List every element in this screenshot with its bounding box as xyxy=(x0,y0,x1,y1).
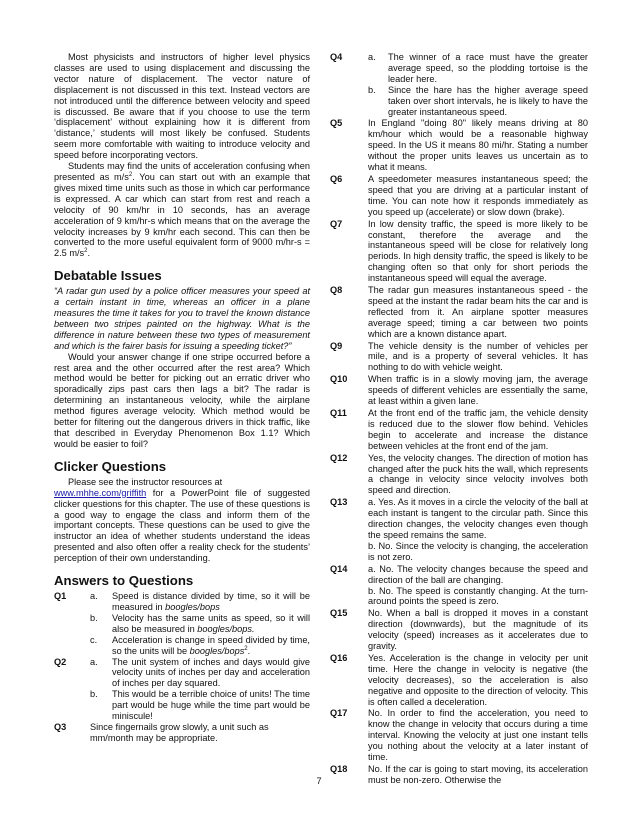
question-label: Q3 xyxy=(54,721,67,732)
answer-body xyxy=(368,497,588,562)
question-label: Q10 xyxy=(330,374,348,385)
sub-letter: a. xyxy=(368,52,376,62)
italic-unit: boogles/bops xyxy=(165,601,220,612)
right-column xyxy=(330,52,588,787)
answer-body xyxy=(368,52,588,117)
sub-answer xyxy=(368,52,588,85)
griffith-link[interactable]: www.mhhe.com/griffith xyxy=(54,487,147,498)
clicker-paragraph xyxy=(54,477,310,564)
sub-letter: b. xyxy=(90,612,98,623)
left-column xyxy=(54,52,310,744)
sub-answer xyxy=(84,657,310,690)
question-label: Q9 xyxy=(330,340,343,351)
text-span: Velocity has the same units as speed, so it will also be measured in xyxy=(112,612,310,634)
answer-q12 xyxy=(330,453,588,497)
question-label: Q13 xyxy=(330,497,348,508)
sub-text: b. No. Since the velocity is changing, the acceleration is not zero. xyxy=(368,540,588,562)
answer-q14 xyxy=(330,564,588,608)
sub-text: b. No. The speed is constantly changing. At the turn-around points the speed is zero. xyxy=(368,585,588,607)
paragraph-displacement: Most physicists and instructors of higher level physics classes are used to using displacement and discussing the vector nature of displacement. The vector nature of displacement is not discussed in this text. Instead vectors are not introduced until the difference between velocity and speed is discussed. Be aware that if you choose to use the term ‘displacement’ without explaining how it is different from ‘distance,’ students will most likely be confused. Students seem more comfortable with waiting to introduce velocity and speed before incorporating vectors. xyxy=(54,52,310,161)
question-label: Q2 xyxy=(54,656,67,667)
heading-answers-to-questions: Answers to Questions xyxy=(54,573,194,589)
answer-q7 xyxy=(330,219,588,284)
sub-answer xyxy=(368,85,588,118)
answer-body xyxy=(368,564,588,608)
answer-body: The radar gun measures instantaneous speed - the speed at the instant the radar beam hits the car and is reflected from it. An airplane spotter measures average speed; timing a car between two points which are a known distance apart. xyxy=(368,285,588,339)
answer-q2 xyxy=(54,657,310,722)
text-span: Speed is distance divided by time, so it will be measured in xyxy=(112,591,310,612)
answer-q10 xyxy=(330,374,588,407)
answer-q3 xyxy=(54,722,310,744)
sub-letter: b. xyxy=(368,84,376,95)
question-label: Q8 xyxy=(330,285,343,296)
sub-letter: a. xyxy=(90,656,98,667)
question-label: Q14 xyxy=(330,563,348,574)
question-label: Q6 xyxy=(330,173,343,184)
answer-q16 xyxy=(330,653,588,708)
text-span: . xyxy=(87,248,91,259)
answer-body: No. If the car is going to start moving, its acceleration must be non-zero. Otherwise the xyxy=(368,764,588,785)
question-label: Q12 xyxy=(330,452,348,463)
debatable-question: “A radar gun used by a police officer measures your speed at a certain instant in time, whereas an officer in a plane measures the time it takes for you to travel the known distance between two stripes painted on the highway. What is the difference in nature between these two types of measurement and which is the fairer basis for issuing a speeding ticket?” xyxy=(54,286,310,351)
question-label: Q15 xyxy=(330,608,348,619)
question-label: Q1 xyxy=(54,591,67,602)
sub-text xyxy=(112,635,310,657)
question-label: Q18 xyxy=(330,764,348,774)
paragraph-acceleration-units xyxy=(54,161,310,259)
question-label: Q11 xyxy=(330,408,347,418)
text-span: Acceleration is change in speed divided by time, so the units will be xyxy=(112,634,310,656)
answer-q5 xyxy=(330,118,588,173)
superscript: 2 xyxy=(128,171,133,178)
question-label: Q7 xyxy=(330,218,343,229)
question-label: Q4 xyxy=(330,52,343,62)
answer-body: In low density traffic, the speed is more likely to be constant, therefore the average and the instantaneous speed will be close for relatively long periods. In high density traffic, the speed is likely to be changing often so that only for short periods the instantaneous speed will equal the average. xyxy=(368,218,588,284)
question-label: Q5 xyxy=(330,118,343,129)
answer-q17 xyxy=(330,708,588,763)
answer-body: The vehicle density is the number of vehicles per mile, and is a property of several vehicles. It has nothing to do with vehicle weight. xyxy=(368,340,588,373)
sub-answer xyxy=(84,613,310,635)
question-label: Q16 xyxy=(330,652,348,663)
answer-q9 xyxy=(330,341,588,374)
text-span: . xyxy=(247,645,251,656)
answer-q13 xyxy=(330,497,588,562)
answer-body: Since fingernails grow slowly, a unit such as mm/month may be appropriate. xyxy=(90,721,269,743)
heading-debatable-issues: Debatable Issues xyxy=(54,268,162,284)
answer-body xyxy=(84,657,310,722)
answer-body: When traffic is in a slowly moving jam, the average speeds of different vehicles are essentially the same, at least within a given lane. xyxy=(368,374,588,407)
sub-letter: b. xyxy=(90,689,98,700)
question-label: Q17 xyxy=(330,708,348,719)
answer-q6 xyxy=(330,174,588,218)
sub-text: This would be a terrible choice of units! The time part would be huge while the time part would be miniscule! xyxy=(112,689,310,722)
text-span: for a PowerPoint file of suggested clicker questions for this chapter. The use of these questions is a good way to engage the class and inform them of the important concepts. These questions can be used to give the instructor an idea of whether students understand the ideas presented and also often offer a reality check for the students’ perception of their own understanding. xyxy=(54,487,310,564)
answer-body: Yes, the velocity changes. The direction of motion has changed after the puck hits the wall, which represents a change in velocity since velocity involves both speed and direction. xyxy=(368,452,588,496)
superscript: 2 xyxy=(84,248,88,255)
heading-clicker-questions: Clicker Questions xyxy=(54,458,167,474)
text-span: Please see the instructor resources at xyxy=(68,476,223,487)
answer-body xyxy=(84,591,310,656)
answer-body: Yes. Acceleration is the change in velocity per unit time. Here the change in velocity is negative (the velocity decreases), so the acceleration is also negative and opposite to the direction of velocity. This is often called a deceleration. xyxy=(368,652,588,707)
sub-answer xyxy=(84,689,310,722)
sub-letter: c. xyxy=(90,634,98,645)
sub-text: The winner of a race must have the greater average speed, so the plodding tortoise is the leader here. xyxy=(388,52,588,84)
sub-text: The unit system of inches and days would give velocity units of inches per day and acceleration of inches per day squared. xyxy=(112,656,310,689)
answer-q1 xyxy=(54,591,310,656)
sub-answer xyxy=(84,591,310,613)
answer-body: In England "doing 80" likely means driving at 80 km/hour which would be a reasonable highway speed. In the US it means 80 mi/hr. Stating a number without the proper units leaves us uncertain as to what it means. xyxy=(368,118,588,173)
answer-q11 xyxy=(330,408,588,452)
text-span: Students may find the units of acceleration confusing when presented as m/s xyxy=(54,161,310,182)
answer-q4 xyxy=(330,52,588,117)
sub-text: a. Yes. As it moves in a circle the velocity of the ball at each instant is tangent to the circular path. Since this direction changes, the velocity changes even though the speed remains the same. xyxy=(368,497,588,540)
debatable-discussion: Would your answer change if one stripe occurred before a rest area and the other occurred after the rest area? Which method would be better for picking out an erratic driver who sporadically zips past cars then lags a bit? The radar is determining an instantaneous velocity, while the airplane method figures average velocity. Which method would be better for filtering out the dangerous drivers in thick traffic, like that described in Everyday Phenomenon Box 1.1? Which would be easier to foil? xyxy=(54,351,310,449)
sub-text: Since the hare has the higher average speed taken over short intervals, he is likely to have the greater instantaneous speed. xyxy=(388,84,588,117)
sub-letter: a. xyxy=(90,591,98,602)
sub-text xyxy=(112,591,310,613)
answer-q15 xyxy=(330,608,588,652)
answer-q8 xyxy=(330,285,588,340)
answer-body: No. When a ball is dropped it moves in a constant direction (downwards), but the magnitude of its velocity (speed) increases as it accelerates due to gravity. xyxy=(368,608,588,652)
answer-body: At the front end of the traffic jam, the vehicle density is reduced due to the slower flow behind. Vehicles begin to accelerate and increase the distance between vehicles at the front end of the jam. xyxy=(368,408,588,451)
superscript: 2 xyxy=(244,645,248,652)
sub-text: a. No. The velocity changes because the speed and direction of the ball are changing. xyxy=(368,563,588,585)
page-number: 7 xyxy=(316,776,322,786)
answer-body: A speedometer measures instantaneous speed; the speed that you are driving at a particular instant of time. You can note how it responds immediately as you speed up (accelerate) or slow down (brake). xyxy=(368,173,588,217)
sub-answer xyxy=(84,635,310,657)
text-span: . You can start out with an example that gives mixed time units such as those in which car performance is expressed. A car which can start from rest and reach a velocity of 90 km/hr in 10 seconds, has an average acceleration of 9 km/hr-s which means that on the average the velocity increases by 9 km/hr each second. This can then be converted to the more useful equivalent form of 9000 m/hr-s = 2.5 m/s xyxy=(54,171,310,259)
italic-unit: boogles/bops xyxy=(189,645,245,656)
italic-unit: boogles/bops. xyxy=(197,623,255,634)
sub-text xyxy=(112,613,310,635)
answer-body: No. In order to find the acceleration, you need to know the change in velocity that occurs during a time interval. Knowing the velocity at just one instant tells you nothing about the velocity at a later instant of time. xyxy=(368,708,588,763)
